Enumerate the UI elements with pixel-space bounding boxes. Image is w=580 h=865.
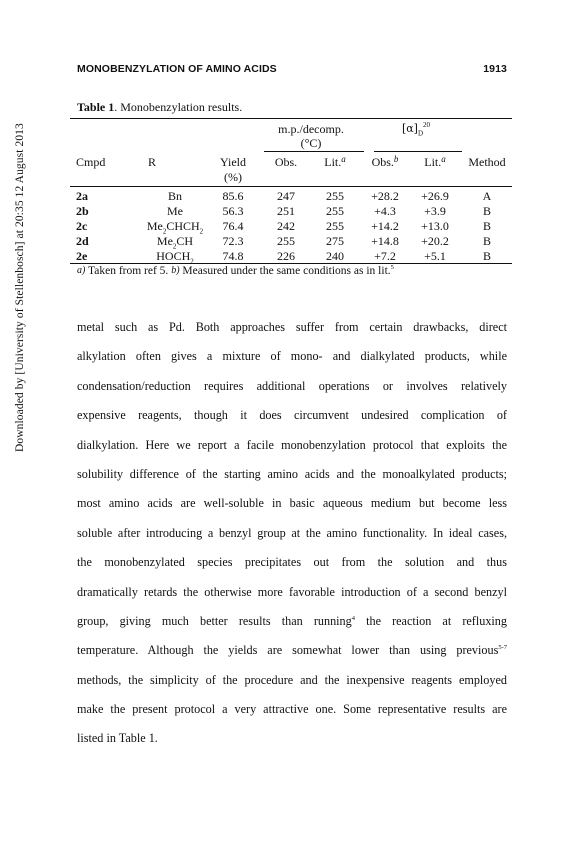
- cell-mp-obs: 242: [277, 219, 295, 233]
- citation-ref: 4: [351, 614, 355, 622]
- cell-r: $Me_2CH$: [156, 234, 194, 251]
- body-line: expensive reagents, though it does circumvent undesired complication of: [77, 408, 507, 423]
- table-footnote: [77, 265, 394, 277]
- header-rot-lit: Lit.$^a$: [424, 154, 446, 169]
- body-text: [77, 313, 507, 754]
- cell-yield: 85.6: [222, 189, 244, 203]
- header-method: Method: [468, 155, 506, 169]
- cell-method: B: [482, 204, 491, 218]
- cell-cmpd: 2c: [76, 219, 88, 233]
- cell-mp-obs: 226: [277, 249, 295, 263]
- body-line: dramatically retards the otherwise more favorable introduction of a second benzyl: [77, 584, 507, 599]
- cell-rot-obs: +4.3: [374, 204, 396, 218]
- header-mp-obs: Obs.: [274, 155, 298, 169]
- table-caption: [77, 100, 242, 115]
- rotation-subrule: [374, 151, 462, 152]
- cell-mp-lit: 275: [326, 234, 344, 248]
- body-line: methods, the simplicity of the procedure and the inexpensive reagents employed: [77, 672, 507, 687]
- cell-cmpd: 2d: [76, 234, 89, 248]
- table-caption-label: Table 1: [77, 100, 115, 114]
- footnote-mark-b: b): [171, 265, 180, 276]
- footnote-mark-a: a): [77, 265, 86, 276]
- cell-method: A: [482, 189, 492, 203]
- cell-mp-obs: 255: [277, 234, 295, 248]
- header-rot-obs: Obs.$^b$: [371, 154, 399, 169]
- cell-mp-lit: 255: [326, 189, 344, 203]
- cell-yield: 76.4: [222, 219, 244, 233]
- cell-cmpd: 2a: [76, 189, 88, 203]
- body-line: solubility difference of the starting amino acids and the monoalkylated products;: [77, 466, 507, 481]
- body-line: group, giving much better results than running$^4$ the reaction at refluxing: [77, 613, 507, 628]
- table-top-rule: [70, 118, 512, 119]
- body-line: the monobenzylated species precipitates out from the solution and thus: [77, 555, 507, 570]
- header-cmpd: Cmpd: [76, 155, 106, 169]
- header-mp-lit: Lit.$^a$: [324, 154, 346, 169]
- running-head: MONOBENZYLATION OF AMINO ACIDS: [77, 63, 277, 75]
- body-line: listed in Table 1.: [77, 731, 158, 746]
- cell-r: $Me_2CHCH_2$: [146, 219, 204, 236]
- cell-rot-lit: +13.0: [421, 219, 449, 233]
- cell-rot-obs: +7.2: [374, 249, 396, 263]
- header-rotation-group: [376, 121, 456, 136]
- cell-mp-obs: 251: [277, 204, 295, 218]
- cell-r: $HOCH_2$: [156, 249, 194, 266]
- table-header-rule: [70, 186, 512, 187]
- body-line: dialkylation. Here we report a facile monobenzylation protocol that exploits the: [77, 437, 507, 452]
- footnote-ref: 5: [390, 264, 394, 272]
- cell-cmpd: 2e: [76, 249, 88, 263]
- cell-rot-lit: +26.9: [421, 189, 449, 203]
- download-note: Downloaded by [University of Stellenbosch] at 20:35 12 August 2013: [14, 123, 26, 452]
- cell-cmpd: 2b: [76, 204, 89, 218]
- page-number: 1913: [483, 63, 507, 75]
- cell-rot-obs: +28.2: [371, 189, 399, 203]
- cell-rot-lit: +3.9: [424, 204, 446, 218]
- header-rotation-sup: 20: [423, 121, 431, 129]
- header-r: R: [148, 155, 157, 169]
- header-mp-unit: (°C): [300, 136, 322, 150]
- cell-rot-lit: +5.1: [424, 249, 446, 263]
- body-line: most amino acids are well-soluble in basic aqueous medium but become less: [77, 496, 507, 511]
- table-caption-text: . Monobenzylation results.: [114, 100, 243, 114]
- footnote-text-a: Taken from ref 5.: [85, 265, 172, 277]
- cell-mp-obs: 247: [277, 189, 295, 203]
- cell-rot-lit: +20.2: [421, 234, 449, 248]
- cell-method: B: [482, 234, 491, 248]
- body-line: temperature. Although the yields are somewhat lower than using previous$^{5-7}$: [77, 643, 507, 658]
- cell-yield: 74.8: [222, 249, 244, 263]
- cell-method: B: [482, 219, 491, 233]
- cell-mp-lit: 255: [326, 219, 344, 233]
- cell-yield: 72.3: [222, 234, 244, 248]
- header-rotation-symbol: [α]: [401, 122, 418, 135]
- cell-rot-obs: +14.8: [371, 234, 399, 248]
- citation-ref: 5-7: [498, 644, 507, 652]
- header-mp-group: m.p./decomp.: [278, 122, 344, 136]
- header-yield-unit: (%): [224, 170, 242, 184]
- cell-rot-obs: +14.2: [371, 219, 399, 233]
- header-rotation-sub: D: [417, 129, 424, 138]
- cell-method: B: [482, 249, 491, 263]
- cell-mp-lit: 240: [326, 249, 344, 263]
- body-line: alkylation often gives a mixture of mono- and dialkylated products, while: [77, 349, 507, 364]
- cell-r: Bn: [167, 189, 182, 203]
- cell-mp-lit: 255: [326, 204, 344, 218]
- table-bottom-rule: [70, 263, 512, 264]
- body-line: make the present protocol a very attractive one. Some representative results are: [77, 702, 507, 717]
- cell-yield: 56.3: [222, 204, 244, 218]
- body-line: condensation/reduction requires additional operations or involves relatively: [77, 378, 507, 393]
- body-line: metal such as Pd. Both approaches suffer from certain drawbacks, direct: [77, 320, 507, 334]
- cell-r: Me: [167, 204, 183, 218]
- body-lines: [77, 313, 507, 607]
- footnote-text-b: Measured under the same conditions as in lit.: [179, 265, 391, 277]
- body-line: soluble after introducing a benzyl group at the amino functionality. In ideal cases,: [77, 525, 507, 540]
- header-yield: Yield: [220, 155, 246, 169]
- mp-subrule: [264, 151, 364, 152]
